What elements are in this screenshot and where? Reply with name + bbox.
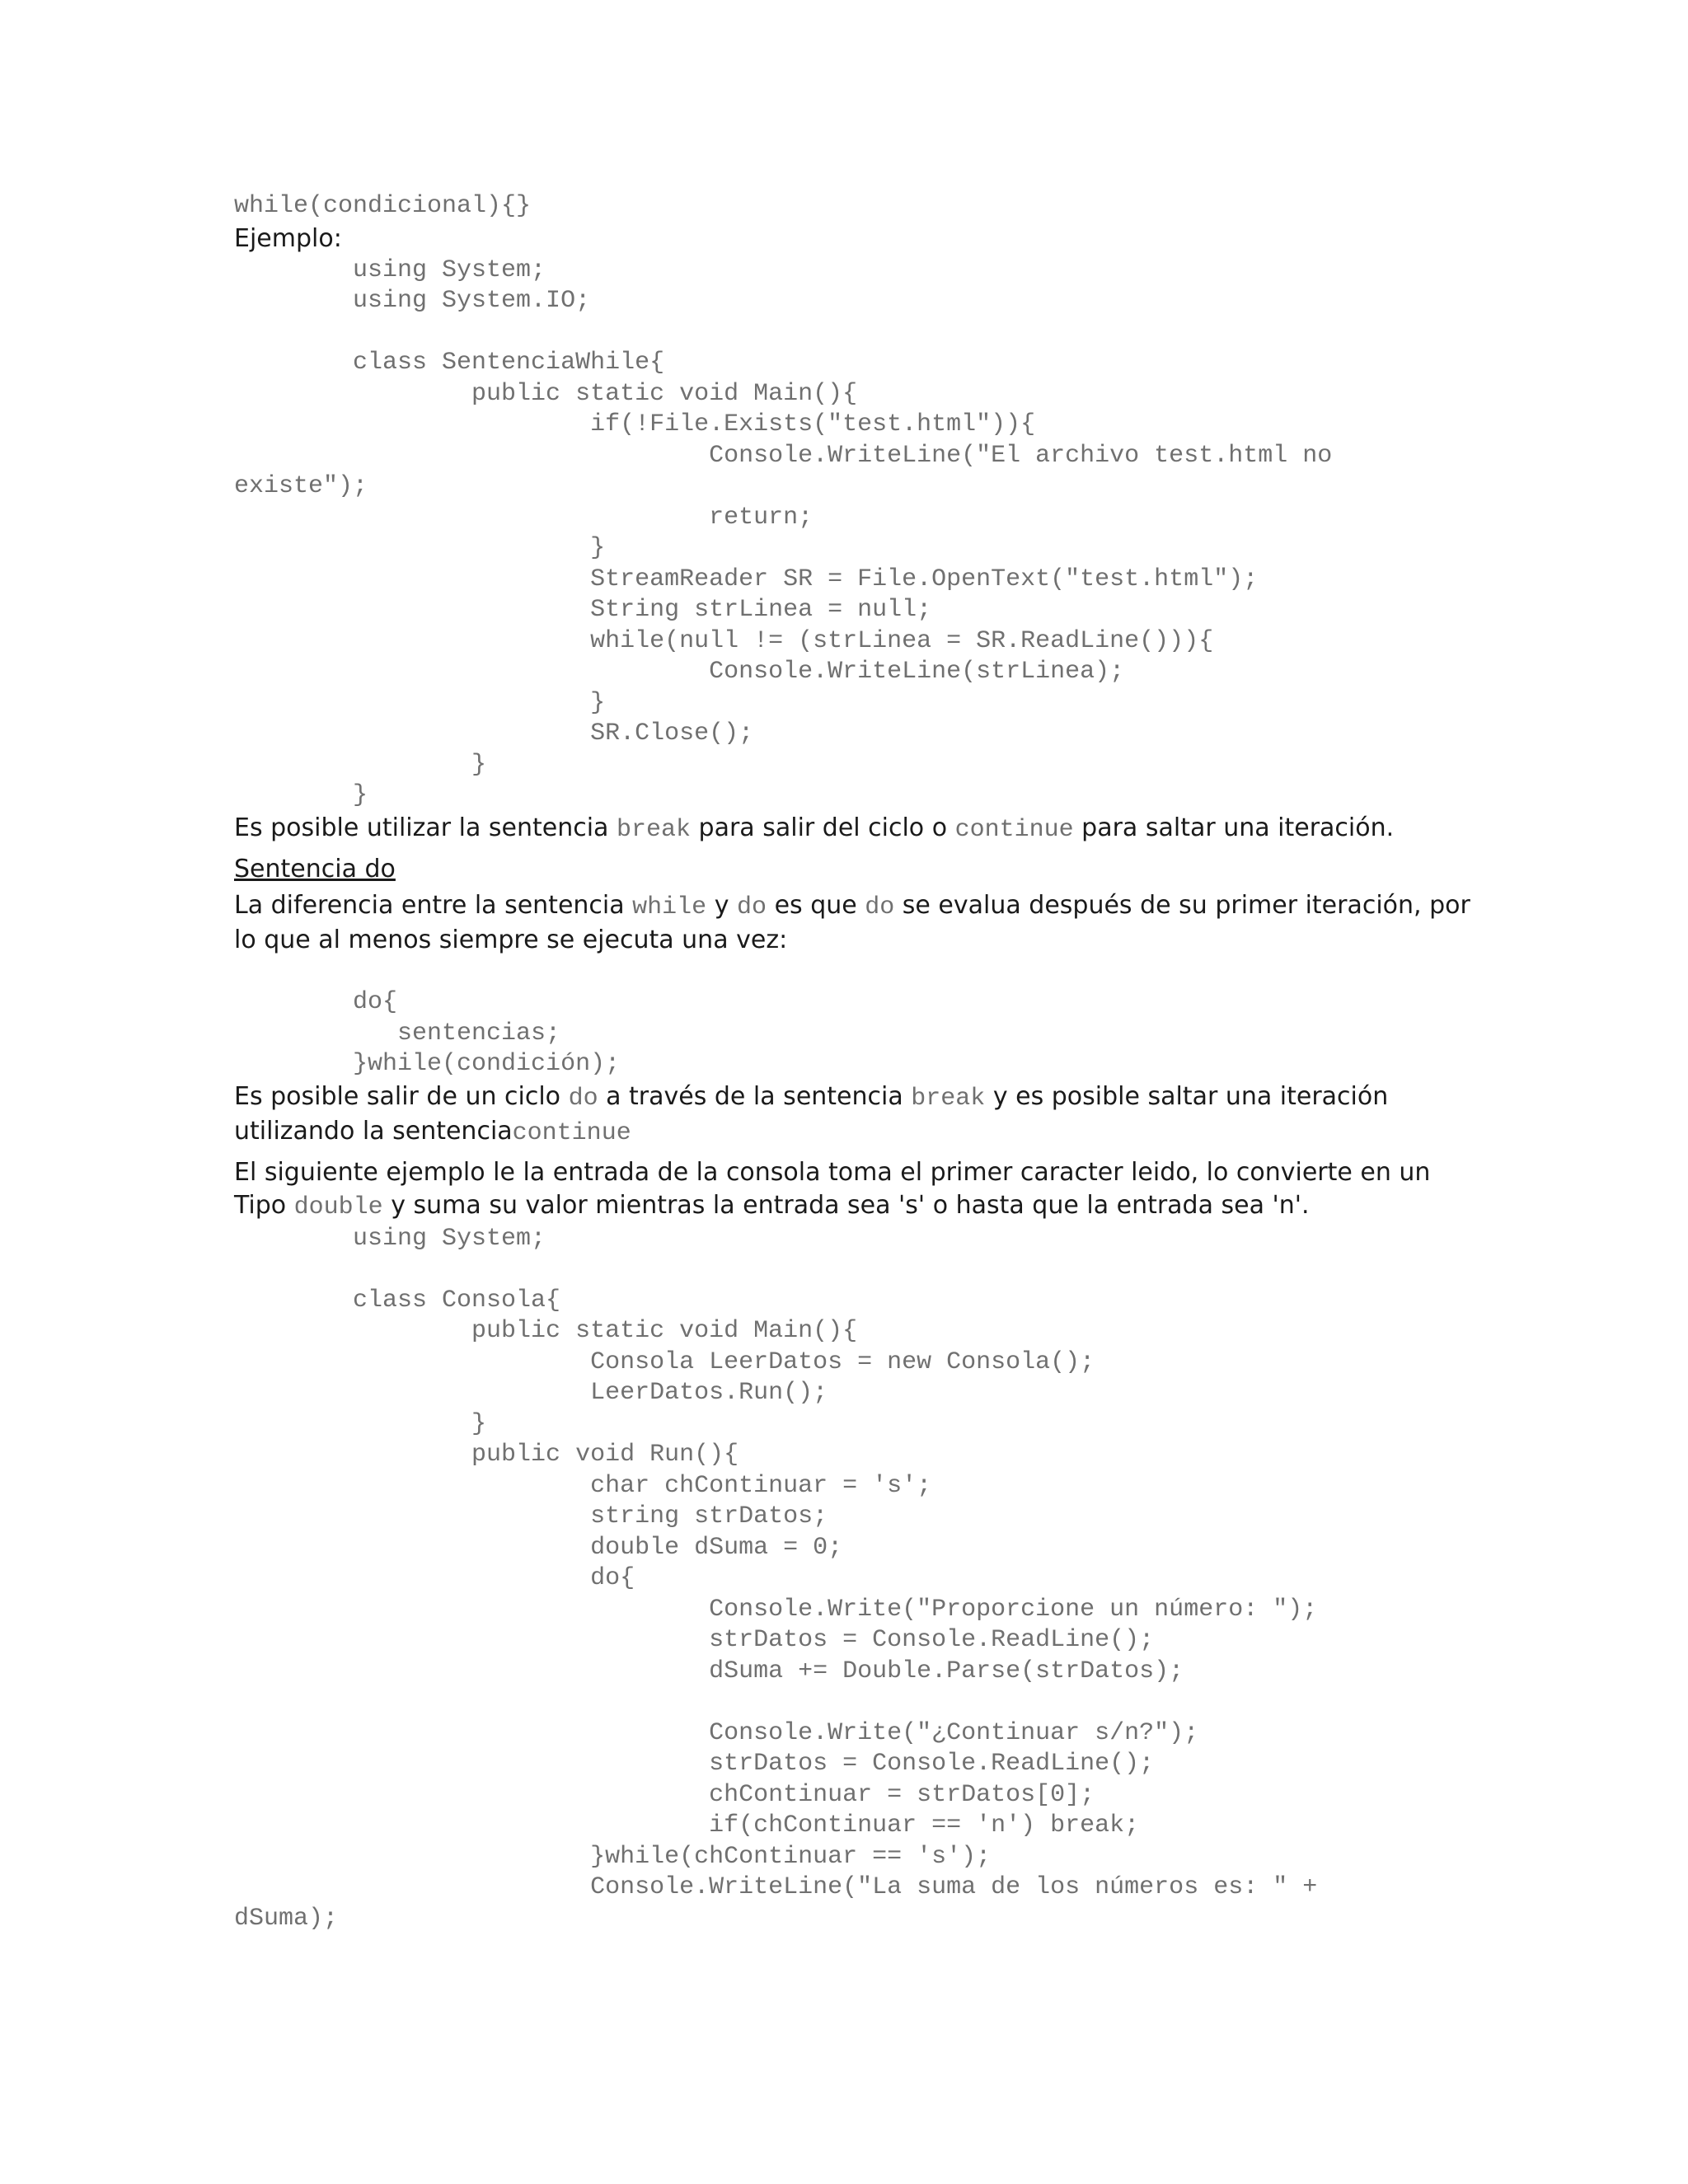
code-line: }while(chContinuar == 's');	[234, 1842, 992, 1871]
code-line: Console.WriteLine(strLinea);	[234, 658, 1125, 686]
code-line: public static void Main(){	[234, 1317, 858, 1345]
do-break-note: Es posible salir de un ciclo do a través de la sentencia break y es posible saltar una iteración utilizando la sentenciacontinue	[234, 1081, 1389, 1147]
do-code-example	[234, 1224, 1470, 1935]
keyword-break: break	[911, 1084, 986, 1113]
code-line: }while(condición);	[234, 1050, 621, 1078]
keyword-break: break	[616, 815, 691, 844]
example-label: Ejemplo:	[234, 223, 342, 253]
code-line: strDatos = Console.ReadLine();	[234, 1626, 1155, 1654]
do-syntax-code	[234, 987, 1470, 1080]
page-content	[234, 191, 1470, 1934]
code-line: strDatos = Console.ReadLine();	[234, 1750, 1155, 1778]
code-line: dSuma += Double.Parse(strDatos);	[234, 1657, 1184, 1685]
code-line: }	[234, 750, 487, 779]
code-line: }	[234, 534, 606, 562]
while-code-example	[234, 255, 1470, 812]
code-line: do{	[234, 988, 398, 1016]
code-line: Console.Write("Proporcione un número: ");	[234, 1595, 1318, 1624]
code-line: class SentenciaWhile{	[234, 349, 665, 377]
section-heading-do: Sentencia do	[234, 854, 396, 883]
keyword-do: do	[865, 893, 895, 921]
code-line: string strDatos;	[234, 1502, 828, 1530]
do-intro-paragraph: La diferencia entre la sentencia while y do es que do se evalua después de su primer iteración, por lo que al menos siempre se ejecuta una vez:	[234, 890, 1470, 954]
code-line: class Consola{	[234, 1286, 561, 1315]
keyword-continue: continue	[954, 815, 1074, 844]
code-line: char chContinuar = 's';	[234, 1471, 932, 1500]
keyword-while: while	[632, 893, 707, 921]
keyword-do: do	[737, 893, 767, 921]
code-line: SR.Close();	[234, 719, 754, 748]
keyword-do: do	[568, 1084, 598, 1113]
code-line: LeerDatos.Run();	[234, 1379, 828, 1407]
code-line: Console.WriteLine("La suma de los números es: " +	[234, 1873, 1318, 1901]
code-line: public static void Main(){	[234, 379, 858, 408]
code-line: Console.WriteLine("El archivo test.html no	[234, 441, 1333, 470]
code-line: dSuma);	[234, 1904, 339, 1933]
code-line: return;	[234, 503, 814, 532]
code-line: sentencias;	[234, 1019, 561, 1047]
while-break-note: Es posible utilizar la sentencia break para salir del ciclo o continue para saltar una iteración.	[234, 813, 1395, 844]
code-line: do{	[234, 1564, 635, 1592]
code-line: public void Run(){	[234, 1441, 739, 1469]
code-line: chContinuar = strDatos[0];	[234, 1780, 1095, 1809]
code-line: if(chContinuar == 'n') break;	[234, 1811, 1140, 1840]
do-example-intro: El siguiente ejemplo le la entrada de la consola toma el primer caracter leido, lo convierte en un Tipo double y suma su valor mientras la entrada sea 's' o hasta que la entrada sea 'n'.	[234, 1157, 1431, 1221]
code-line: Consola LeerDatos = new Consola();	[234, 1347, 1095, 1376]
code-line: existe");	[234, 472, 368, 500]
keyword-continue: continue	[512, 1118, 631, 1147]
while-syntax: while(condicional){}	[234, 192, 532, 220]
code-line: using System;	[234, 1224, 546, 1253]
code-line: String strLinea = null;	[234, 596, 932, 624]
code-line: }	[234, 781, 368, 809]
code-line: Console.Write("¿Continuar s/n?");	[234, 1718, 1199, 1747]
code-line: }	[234, 1409, 487, 1438]
keyword-double: double	[293, 1193, 383, 1221]
code-line: }	[234, 688, 606, 717]
code-line: StreamReader SR = File.OpenText("test.html");	[234, 565, 1259, 593]
code-line: if(!File.Exists("test.html")){	[234, 410, 1036, 438]
code-line: while(null != (strLinea = SR.ReadLine())){	[234, 626, 1214, 655]
code-line: double dSuma = 0;	[234, 1533, 843, 1562]
code-line: using System;	[234, 255, 546, 284]
code-line: using System.IO;	[234, 287, 591, 315]
